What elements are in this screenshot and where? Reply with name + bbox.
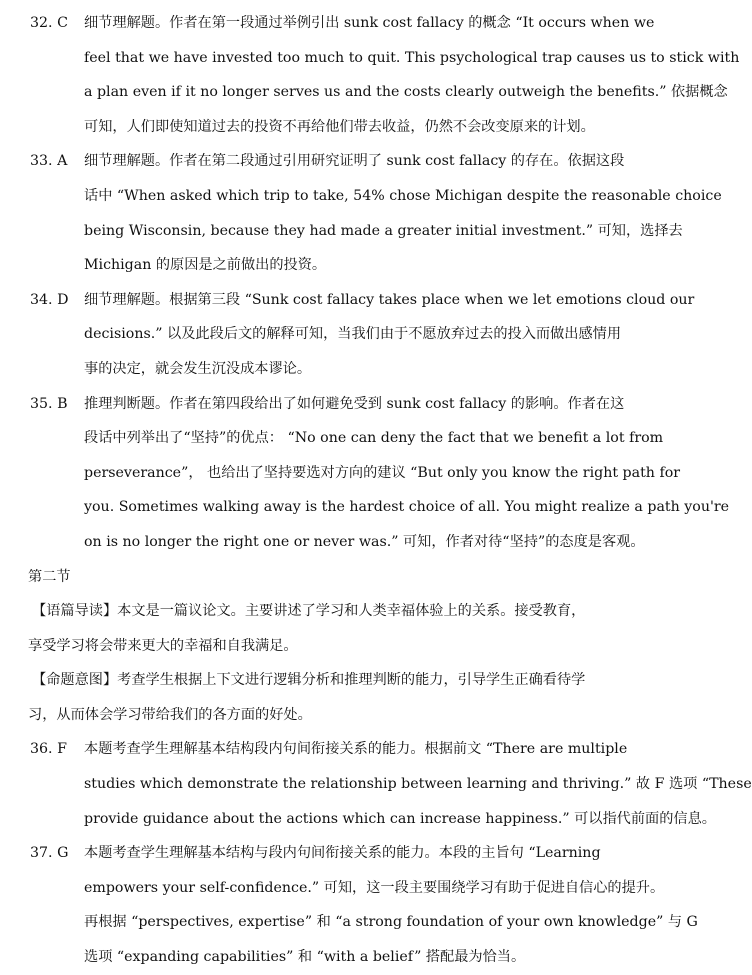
passage-intro [30,594,676,663]
answer-item-34 [30,283,695,387]
answer-line: you. Sometimes walking away is the hardest choice of all. You might realize a path you're [84,499,730,516]
answer-item-32 [30,6,740,144]
question-intent [30,663,676,732]
answer-line: 可知，人们即使知道过去的投资不再给他们带去收益，仍然不会改变原来的计划。 [84,118,595,135]
answer-line: 35. B 推理判断题。作者在第四段给出了如何避免受到 sunk cost fallacy 的影响。作者在这 [30,387,676,422]
answer-line: being Wisconsin, because they had made a greater initial investment.” 可知，选择去 [84,222,683,239]
question-number: 33. A [30,153,68,170]
answer-line: decisions.” 以及此段后文的解释可知，当我们由于不愿放弃过去的投入而做出感情用 [84,326,622,343]
answer-item-36 [30,732,752,836]
answer-line: a plan even if it no longer serves us and the costs clearly outweigh the benefits.” 依据概念 [84,84,728,101]
question-number: 32. C [30,15,68,31]
answer-item-33 [30,144,722,282]
answer-line: empowers your self-confidence.” 可知，这一段主要围绕学习有助于促进自信心的提升。 [84,879,665,896]
section-title: 第二节 [28,568,71,585]
answer-line: studies which demonstrate the relationship between learning and thriving.” 故 F 选项 “These [84,776,752,793]
answer-line: 再根据 “perspectives, expertise” 和 “a strong foundation of your own knowledge” 与 G [84,914,698,931]
answer-item-37 [30,836,698,974]
answer-line: perseverance”， 也给出了坚持要选对方向的建议 “But only you know the right path for [84,464,681,481]
answer-line: 选项 “expanding capabilities” 和 “with a belief” 搭配最为恰当。 [84,949,526,966]
answer-line: feel that we have invested too much to quit. This psychological trap causes us to stick with [84,49,740,66]
answer-line: 话中 “When asked which trip to take, 54% chose Michigan despite the reasonable choice [84,187,722,204]
intent-line: 习，从而体会学习带给我们的各方面的好处。 [28,706,312,723]
answer-line: 32. C 细节理解题。作者在第一段通过举例引出 sunk cost fallacy 的概念 “It occurs when we [30,6,676,41]
answer-line: 36. F 本题考查学生理解基本结构段内句间衔接关系的能力。根据前文 “There are multiple [30,732,676,767]
intro-line: 享受学习将会带来更大的幸福和自我满足。 [28,637,298,654]
answer-line: Michigan 的原因是之前做出的投资。 [84,257,327,274]
question-number: 35. B [30,395,68,412]
answer-line: 33. A 细节理解题。作者在第二段通过引用研究证明了 sunk cost fallacy 的存在。依据这段 [30,144,676,179]
answer-line: on is no longer the right one or never was.” 可知，作者对待“坚持”的态度是客观。 [84,533,645,550]
answer-line: 34. D 细节理解题。根据第三段 “Sunk cost fallacy takes place when we let emotions cloud our [30,283,676,318]
answer-line: provide guidance about the actions which can increase happiness.” 可以指代前面的信息。 [84,810,716,827]
answer-line: 段话中列举出了“坚持”的优点： “No one can deny the fact that we benefit a lot from [84,430,664,447]
intent-line: 【命题意图】考查学生根据上下文进行逻辑分析和推理判断的能力，引导学生正确看待学 [32,672,586,689]
answer-line: 37. G 本题考查学生理解基本结构与段内句间衔接关系的能力。本段的主旨句 “Learning [30,836,676,871]
question-number: 36. F [30,741,67,758]
question-number: 37. G [30,845,69,862]
answer-item-35 [30,387,730,560]
question-number: 34. D [30,291,69,308]
answer-line: 事的决定，就会发生沉没成本谬论。 [84,360,312,377]
intro-line: 【语篇导读】本文是一篇议论文。主要讲述了学习和人类幸福体验上的关系。接受教育， [32,603,586,620]
